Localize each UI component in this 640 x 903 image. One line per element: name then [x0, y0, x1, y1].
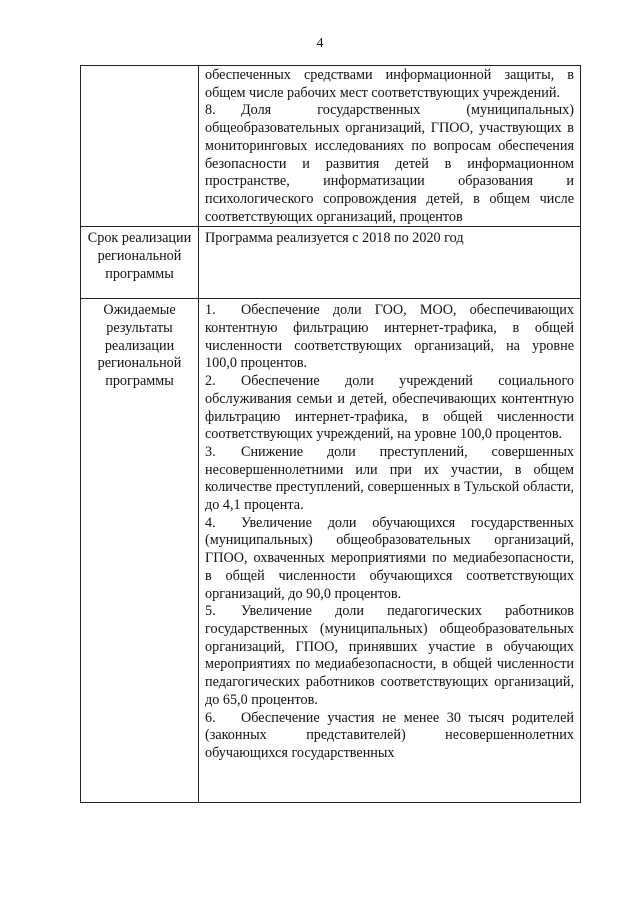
item-text: Обеспечение доли ГОО, МОО, обеспечивающих контентную фильтрацию интернет-трафика, в общей численности соответствующих организаций, на уровне 100,0 процентов.	[205, 302, 574, 372]
item-number: 2.	[205, 373, 216, 390]
program-passport-table	[80, 65, 581, 803]
term-text: Программа реализуется с 2018 по 2020 год	[205, 230, 464, 247]
item-text: Обеспечение доли учреждений социального обслуживания семьи и детей, обеспечивающих контентную фильтрацию интернет-трафика, в общей численности соответствующих учреждений, на уровне 100,0 процентов.	[205, 373, 574, 443]
item-text: Снижение доли преступлений, совершенных несовершеннолетними или при их участии, в общем количестве преступлений, совершенных в Тульской области, до 4,1 процента.	[205, 443, 574, 514]
table-row	[81, 66, 581, 227]
result-item-3	[205, 444, 574, 515]
item-text: Обеспечение участия не менее 30 тысяч родителей (законных представителей) несовершеннолетних обучающихся государственных	[205, 709, 574, 761]
item-text: Доля государственных (муниципальных) общеобразовательных организаций, ГПОО, участвующих в мониторинговых исследованиях по вопросам обеспечения безопасности и развития детей в информационном пространстве, информатизации образования и психологического сопровождения детей, в общем числе соответствующих организаций, процентов	[205, 102, 574, 225]
indicator-7-continuation: обеспеченных средствами информационной защиты, в общем числе рабочих мест соответствующих учреждений.	[205, 67, 574, 101]
item-text: Увеличение доли обучающихся государственных (муниципальных) общеобразовательных организаций, ГПОО, охваченных мероприятиями по медиабезопасности, в общей численности обучающихся соответствующих организаций, до 90,0 процентов.	[205, 514, 574, 602]
result-item-4	[205, 515, 574, 604]
item-number: 1.	[205, 302, 216, 319]
item-number: 3.	[205, 443, 216, 460]
indicator-8	[205, 102, 574, 226]
result-item-6	[205, 710, 574, 763]
results-content-cell	[199, 299, 581, 803]
item-number: 5.	[205, 603, 216, 620]
row-label-empty	[81, 66, 199, 227]
result-item-5	[205, 603, 574, 709]
item-number: 8.	[205, 102, 216, 119]
term-label: Срок реализации региональной программы	[81, 227, 199, 299]
table-row	[81, 299, 581, 803]
indicator-content-cell	[199, 66, 581, 227]
term-content-cell	[199, 227, 581, 299]
results-label: Ожидаемые результаты реализации региональной программы	[81, 299, 199, 803]
result-item-2	[205, 373, 574, 444]
item-number: 4.	[205, 514, 216, 531]
item-number: 6.	[205, 709, 216, 726]
item-text: Увеличение доли педагогических работников государственных (муниципальных) общеобразовательных организаций, ГПОО, принявших участие в обучающих мероприятиях по медиабезопасности, в общей численности педагогических работников соответствующих организаций, до 65,0 процентов.	[205, 603, 574, 708]
page-number: 4	[316, 36, 324, 51]
result-item-1	[205, 302, 574, 373]
table-row	[81, 227, 581, 299]
